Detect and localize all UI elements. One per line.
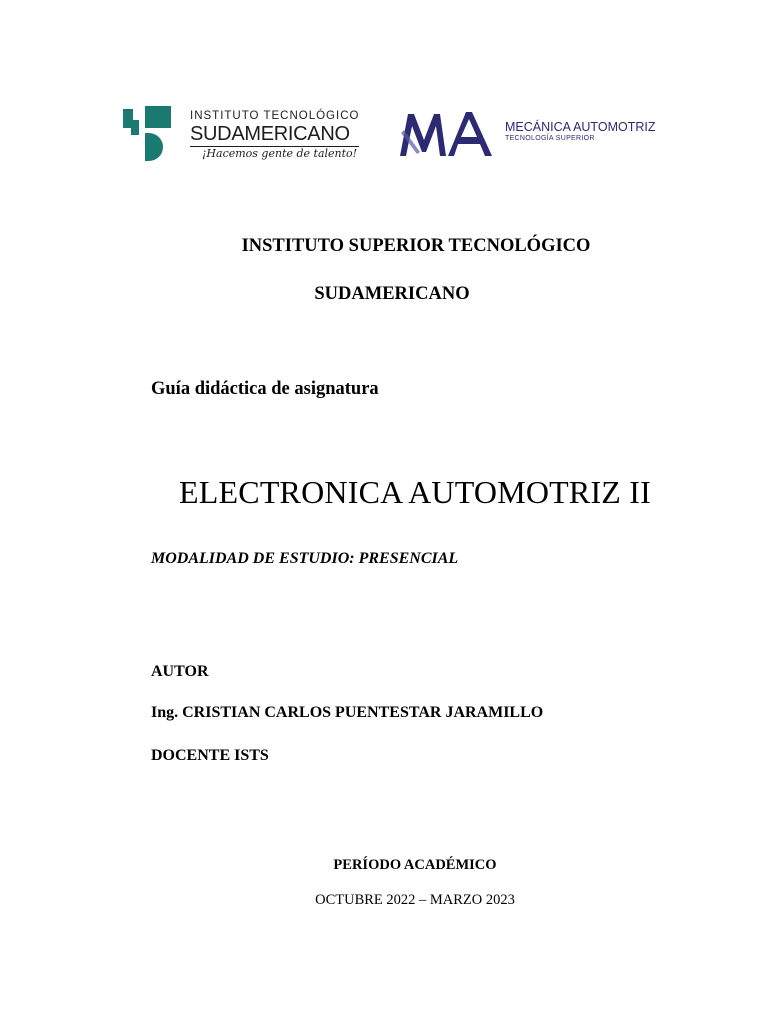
ma-logo: [398, 108, 668, 160]
author-role: DOCENTE ISTS: [151, 747, 269, 764]
ists-wordmark: [190, 110, 359, 161]
study-mode: MODALIDAD DE ESTUDIO: PRESENCIAL: [151, 550, 459, 567]
ists-logo-line1: INSTITUTO TECNOLÓGICO: [190, 110, 360, 122]
period-label: PERÍODO ACADÉMICO: [333, 857, 497, 873]
guide-type: Guía didáctica de asignatura: [151, 379, 379, 399]
period-dates: OCTUBRE 2022 – MARZO 2023: [315, 892, 515, 908]
ists-logo: [123, 106, 363, 166]
ists-logo-tagline: ¡Hacemos gente de talento!: [202, 147, 358, 160]
ists-logo-line2: SUDAMERICANO: [190, 123, 359, 147]
ma-wordmark: [505, 120, 655, 143]
ma-logo-line2: TECNOLOGÍA SUPERIOR: [505, 135, 595, 142]
ma-monogram-icon: [398, 108, 494, 158]
author-name: Ing. CRISTIAN CARLOS PUENTESTAR JARAMILLO: [151, 704, 544, 721]
institution-line2: SUDAMERICANO: [314, 284, 470, 304]
ma-logo-line1: MECÁNICA AUTOMOTRIZ: [505, 120, 656, 134]
subject-title: ELECTRONICA AUTOMOTRIZ II: [179, 474, 651, 510]
ists-emblem-icon: [123, 106, 173, 164]
author-label: AUTOR: [151, 663, 209, 680]
institution-line1: INSTITUTO SUPERIOR TECNOLÓGICO: [241, 236, 591, 256]
